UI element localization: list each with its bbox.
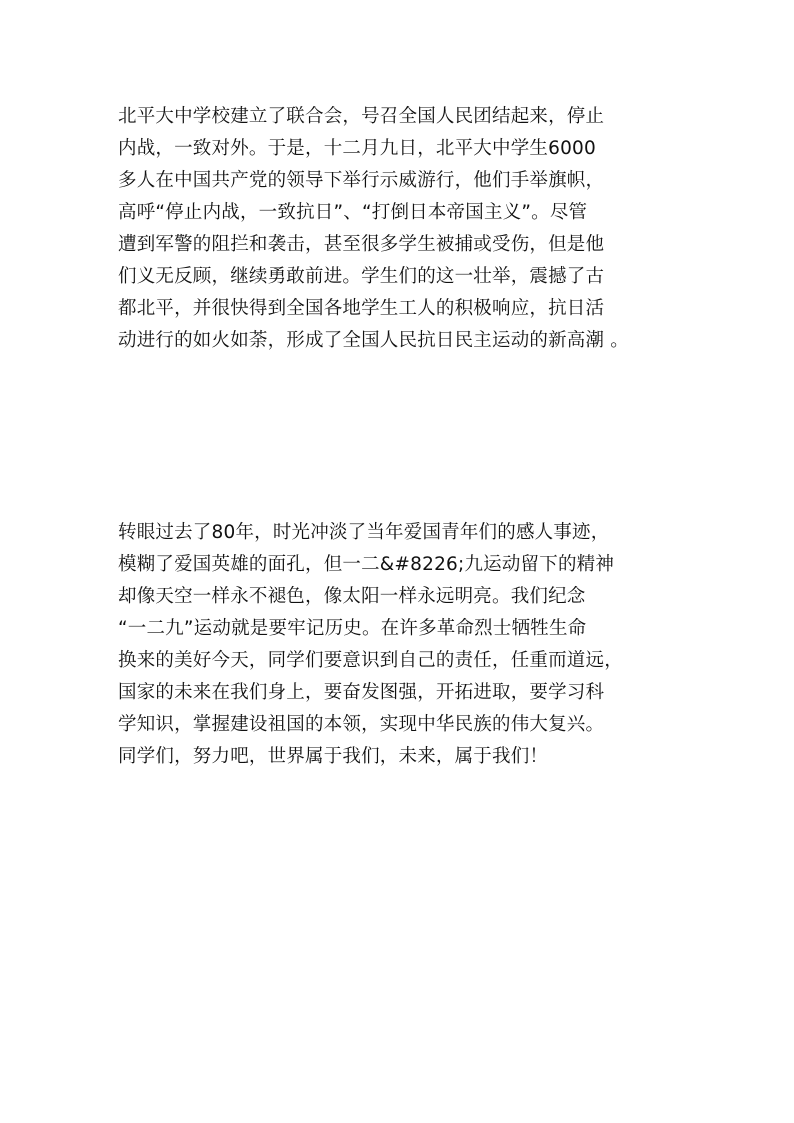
text-line: 都北平，并很快得到全国各地学生工人的积极响应，抗日活 [118, 298, 605, 319]
text-line: 换来的美好今天，同学们要意识到自己的责任，任重而道远， [118, 650, 623, 671]
text-line: 们义无反顾，继续勇敢前进。学生们的这一壮举，震撼了古 [118, 266, 605, 287]
text-line: 转眼过去了80年，时光冲淡了当年爱国青年们的感人事迹， [118, 522, 610, 543]
text-line: 学知识，掌握建设祖国的本领，实现中华民族的伟大复兴。 [118, 714, 605, 735]
text-line: 北平大中学校建立了联合会，号召全国人民团结起来，停止 [118, 106, 605, 127]
text-line: 多人在中国共产党的领导下举行示威游行，他们手举旗帜， [118, 170, 605, 191]
text-line: 模糊了爱国英雄的面孔，但一二&#8226;九运动留下的精神 [118, 554, 615, 575]
paragraph-1 [118, 104, 698, 360]
paragraph-2 [118, 520, 698, 776]
text-line: “一二九”运动就是要牢记历史。在许多革命烈士牺牲生命 [118, 618, 587, 639]
text-line: 同学们，努力吧，世界属于我们，未来，属于我们！ [118, 746, 549, 767]
text-line: 国家的未来在我们身上，要奋发图强，开拓进取，要学习科 [118, 682, 605, 703]
text-line: 却像天空一样永不褪色，像太阳一样永远明亮。我们纪念 [118, 586, 586, 607]
text-line: 动进行的如火如荼，形成了全国人民抗日民主运动的新高潮 。 [118, 330, 629, 351]
text-line: 遭到军警的阻拦和袭击，甚至很多学生被捕或受伤，但是他 [118, 234, 605, 255]
text-line: 内战，一致对外。于是，十二月九日，北平大中学生6000 [118, 138, 596, 159]
text-line: 高呼“停止内战，一致抗日”、“打倒日本帝国主义”。尽管 [118, 202, 588, 223]
